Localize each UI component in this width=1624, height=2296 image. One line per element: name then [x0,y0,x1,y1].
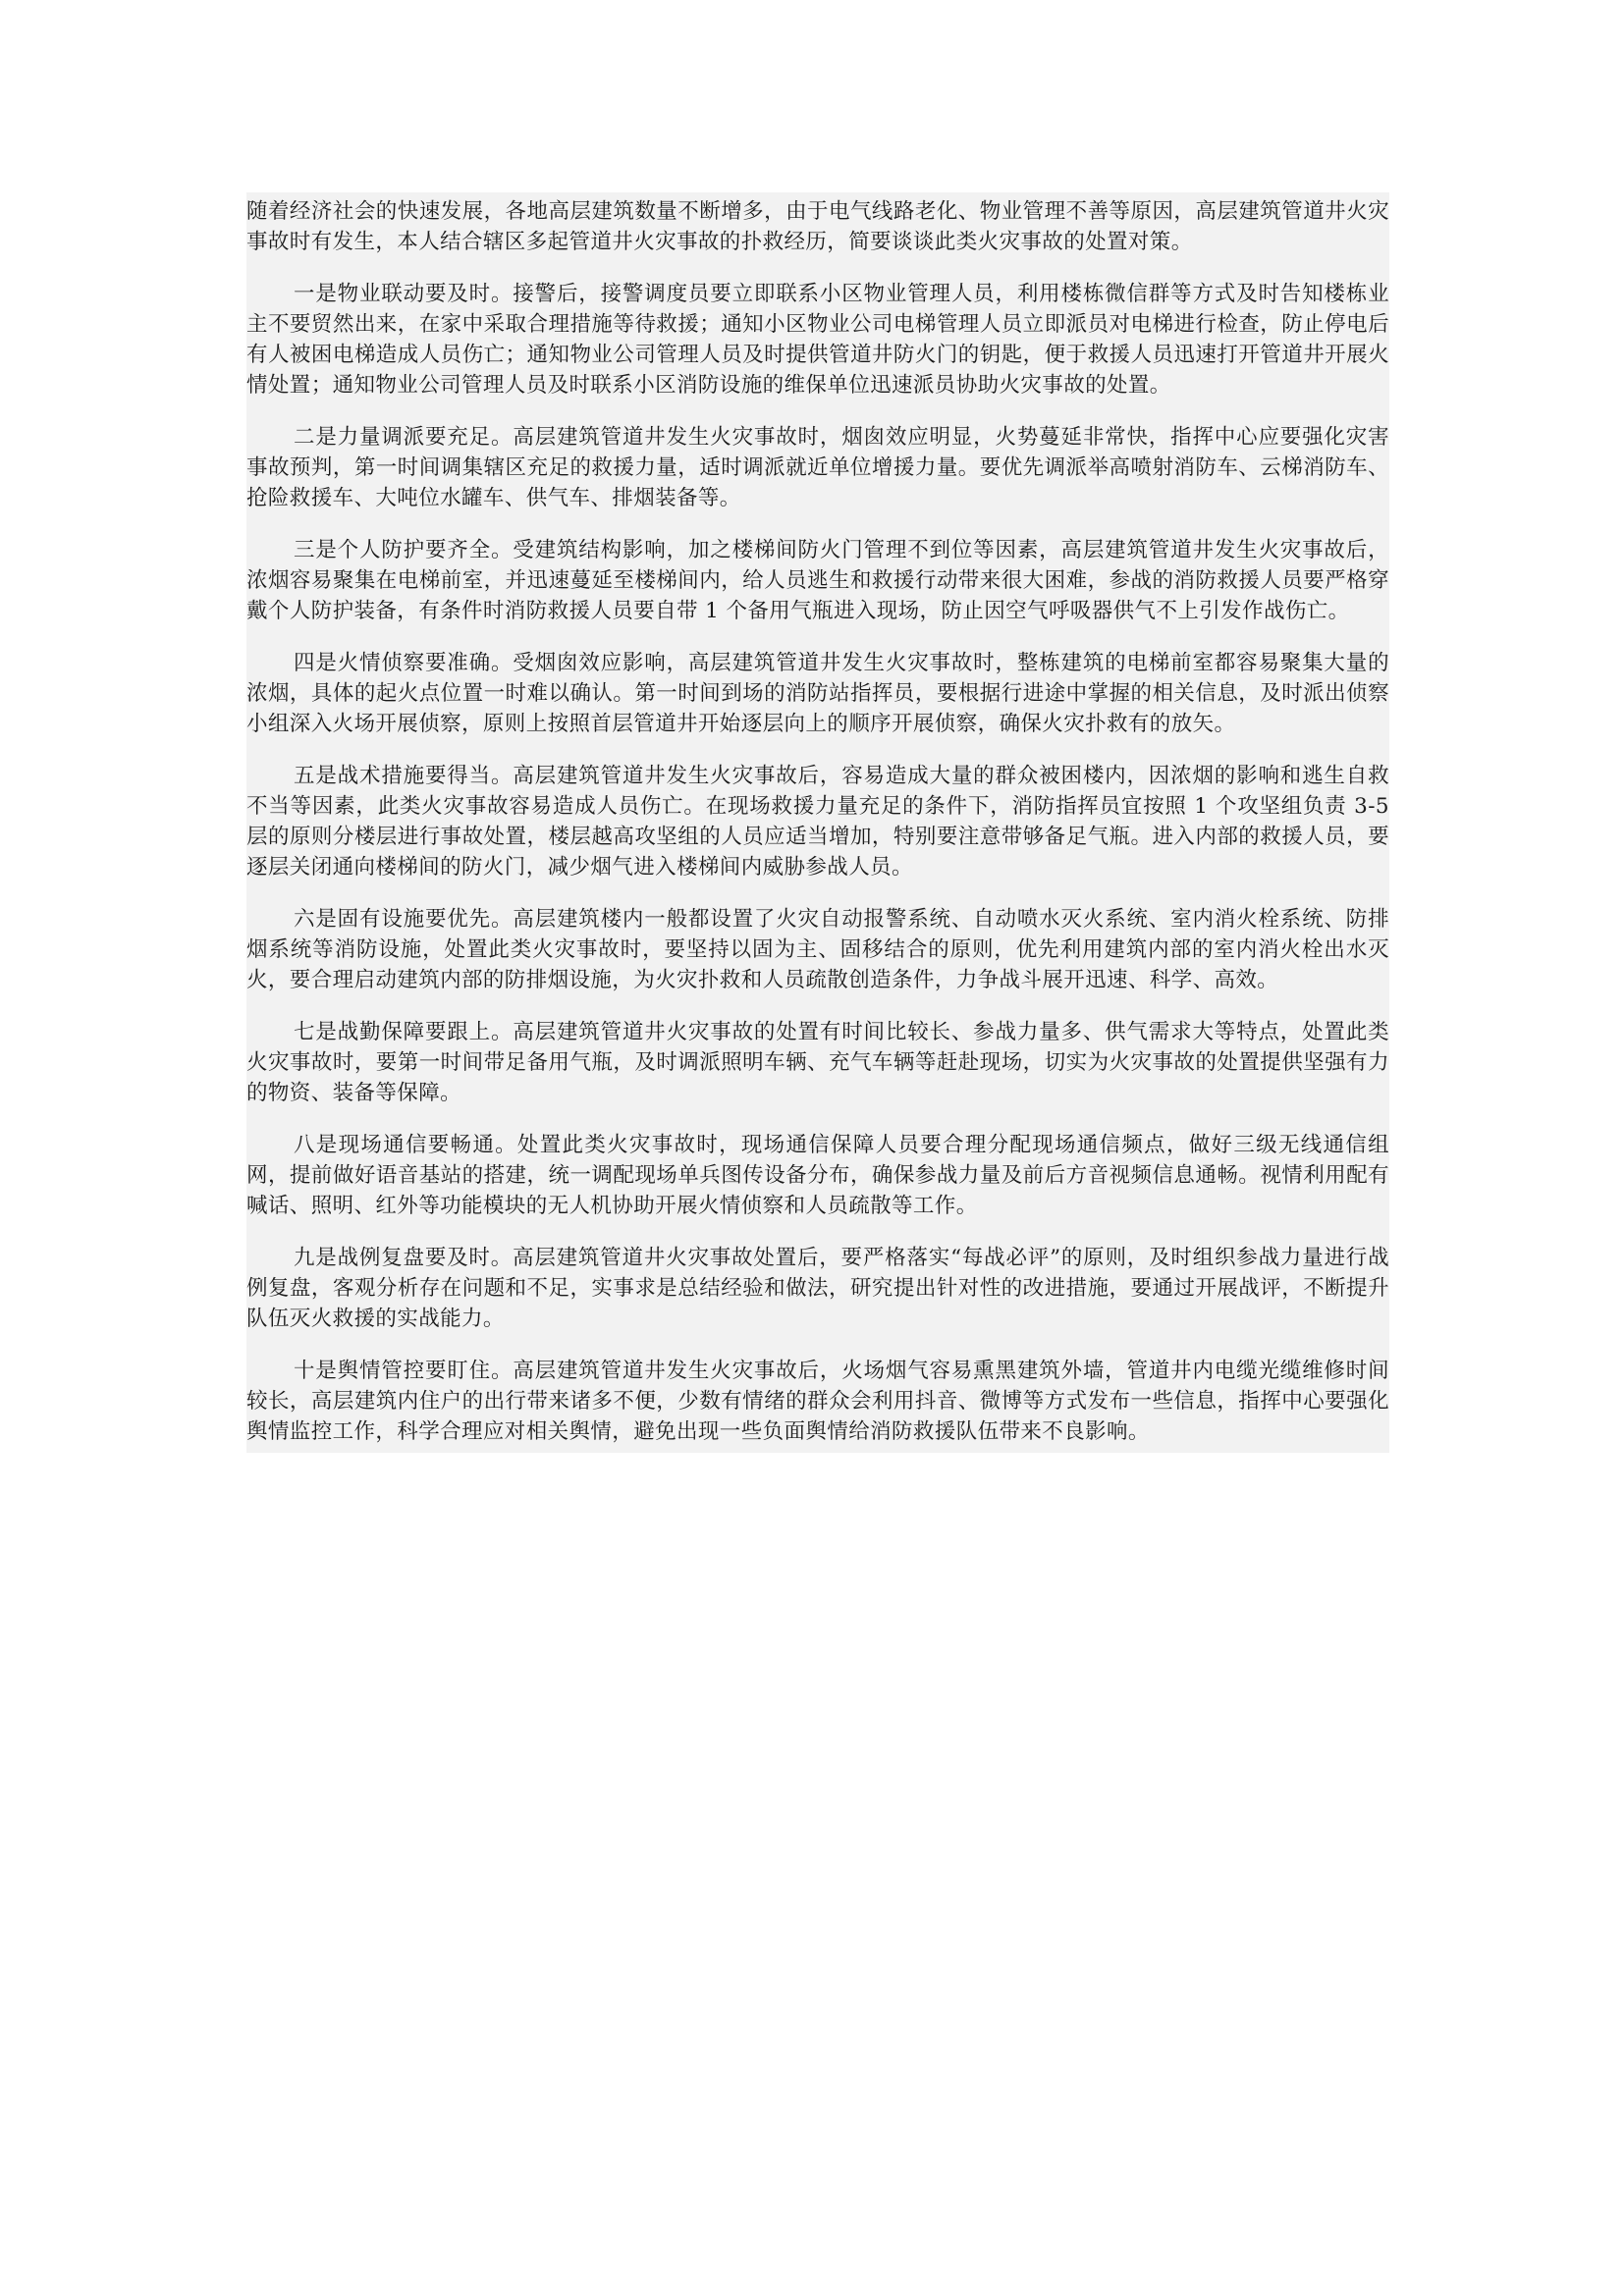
paragraph-6-fixed-facilities: 六是固有设施要优先。高层建筑楼内一般都设置了火灾自动报警系统、自动喷水灭火系统、室内消火栓系统、防排烟系统等消防设施，处置此类火灾事故时，要坚持以固为主、固移结合的原则，优先利用建筑内部的室内消火栓出水灭火，要合理启动建筑内部的防排烟设施，为火灾扑救和人员疏散创造条件，力争战斗展开迅速、科学、高效。 [246,907,1389,992]
paragraph-10-public-opinion: 十是舆情管控要盯住。高层建筑管道井发生火灾事故后，火场烟气容易熏黑建筑外墙，管道井内电缆光缆维修时间较长，高层建筑内住户的出行带来诸多不便，少数有情绪的群众会利用抖音、微博等方式发布一些信息，指挥中心要强化舆情监控工作，科学合理应对相关舆情，避免出现一些负面舆情给消防救援队伍带来不良影响。 [246,1359,1389,1444]
paragraph-3-personal-protection: 三是个人防护要齐全。受建筑结构影响，加之楼梯间防火门管理不到位等因素，高层建筑管道井发生火灾事故后，浓烟容易聚集在电梯前室，并迅速蔓延至楼梯间内，给人员逃生和救援行动带来很大困难，参战的消防救援人员要严格穿戴个人防护装备，有条件时消防救援人员要自带 1 个备用气瓶进入现场，防止因空气呼吸器供气不上引发作战伤亡。 [246,538,1389,623]
paragraph-2-force-dispatch: 二是力量调派要充足。高层建筑管道井发生火灾事故时，烟囱效应明显，火势蔓延非常快，指挥中心应要强化灾害事故预判，第一时间调集辖区充足的救援力量，适时调派就近单位增援力量。要优先调派举高喷射消防车、云梯消防车、抢险救援车、大吨位水罐车、供气车、排烟装备等。 [246,425,1389,510]
paragraph-7-logistics-support: 七是战勤保障要跟上。高层建筑管道井火灾事故的处置有时间比较长、参战力量多、供气需求大等特点，处置此类火灾事故时，要第一时间带足备用气瓶，及时调派照明车辆、充气车辆等赶赴现场，切实为火灾事故的处置提供坚强有力的物资、装备等保障。 [246,1020,1389,1105]
intro-paragraph: 随着经济社会的快速发展，各地高层建筑数量不断增多，由于电气线路老化、物业管理不善等原因，高层建筑管道井火灾事故时有发生，本人结合辖区多起管道井火灾事故的扑救经历，简要谈谈此类火灾事故的处置对策。 [246,199,1389,254]
paragraph-1-property-coordination: 一是物业联动要及时。接警后，接警调度员要立即联系小区物业管理人员，利用楼栋微信群等方式及时告知楼栋业主不要贸然出来，在家中采取合理措施等待救援；通知小区物业公司电梯管理人员立即派员对电梯进行检查，防止停电后有人被困电梯造成人员伤亡；通知物业公司管理人员及时提供管道井防火门的钥匙，便于救援人员迅速打开管道井开展火情处置；通知物业公司管理人员及时联系小区消防设施的维保单位迅速派员协助火灾事故的处置。 [246,282,1389,398]
paragraph-9-case-review: 九是战例复盘要及时。高层建筑管道井火灾事故处置后，要严格落实“每战必评”的原则，及时组织参战力量进行战例复盘，客观分析存在问题和不足，实事求是总结经验和做法，研究提出针对性的改进措施，要通过开展战评，不断提升队伍灭火救援的实战能力。 [246,1246,1389,1331]
paragraph-8-communications: 八是现场通信要畅通。处置此类火灾事故时，现场通信保障人员要合理分配现场通信频点，做好三级无线通信组网，提前做好语音基站的搭建，统一调配现场单兵图传设备分布，确保参战力量及前后方音视频信息通畅。视情利用配有喊话、照明、红外等功能模块的无人机协助开展火情侦察和人员疏散等工作。 [246,1133,1389,1218]
paragraph-4-fire-reconnaissance: 四是火情侦察要准确。受烟囱效应影响，高层建筑管道井发生火灾事故时，整栋建筑的电梯前室都容易聚集大量的浓烟，具体的起火点位置一时难以确认。第一时间到场的消防站指挥员，要根据行进途中掌握的相关信息，及时派出侦察小组深入火场开展侦察，原则上按照首层管道井开始逐层向上的顺序开展侦察，确保火灾扑救有的放矢。 [246,651,1389,736]
paragraph-5-tactical-measures: 五是战术措施要得当。高层建筑管道井发生火灾事故后，容易造成大量的群众被困楼内，因浓烟的影响和逃生自救不当等因素，此类火灾事故容易造成人员伤亡。在现场救援力量充足的条件下，消防指挥员宜按照 1 个攻坚组负责 3-5 层的原则分楼层进行事故处置，楼层越高攻坚组的人员应适当增加，特别要注意带够备足气瓶。进入内部的救援人员，要逐层关闭通向楼梯间的防火门，减少烟气进入楼梯间内威胁参战人员。 [246,764,1389,880]
article-body [246,192,1389,1453]
